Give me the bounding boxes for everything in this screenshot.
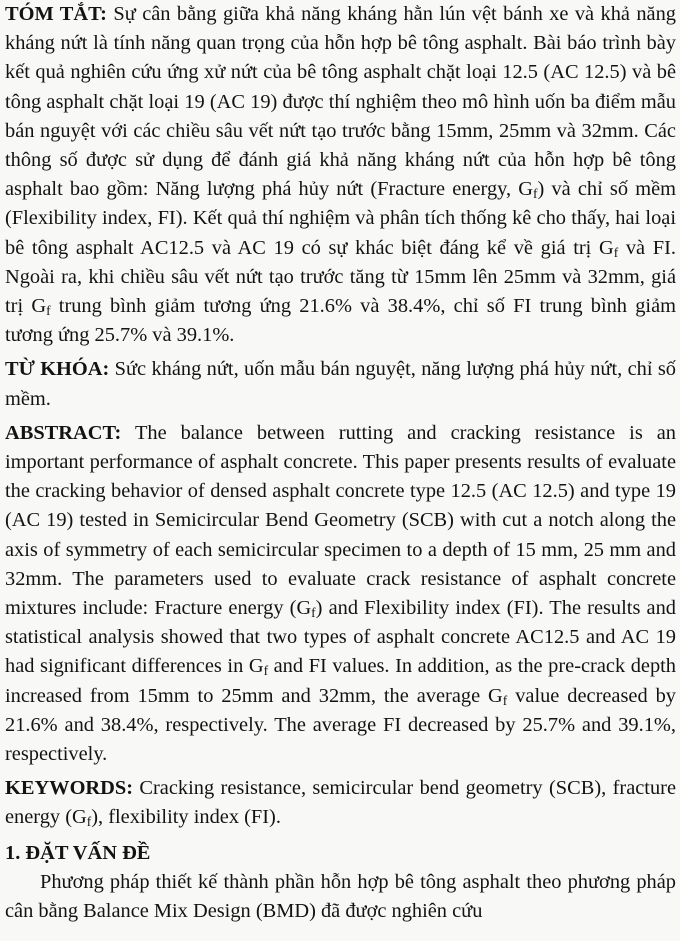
abstract-vietnamese-text-4: trung bình giảm tương ứng 21.6% và 38.4%, chỉ số FI trung bình giảm tương ứng 25.7% và 39.1%. <box>5 295 676 347</box>
keywords-vietnamese <box>5 355 676 413</box>
abstract-english-text-3: and FI values. In addition, as the pre-crack depth increased from 15mm to 25mm and 32mm, the average G <box>5 655 677 707</box>
abstract-english-text-2: ) and Flexibility index (FI). The results and statistical analysis showed that two types of asphalt concrete AC12.5 and AC 19 had significant differences in G <box>5 597 676 678</box>
keywords-english-label: KEYWORDS: <box>5 777 134 800</box>
abstract-vietnamese-label: TÓM TẮT: <box>5 3 107 25</box>
subscript-f-2: f <box>613 244 619 260</box>
section-1-paragraph: Phương pháp thiết kế thành phần hỗn hợp bê tông asphalt theo phương pháp cân bằng Balance Mix Design (BMD) đã được nghiên cứu <box>5 870 676 923</box>
subscript-f-5: f <box>263 663 269 679</box>
keywords-vietnamese-text: Sức kháng nứt, uốn mẫu bán nguyệt, năng lượng phá hủy nứt, chỉ số mềm. <box>5 358 676 410</box>
abstract-english-label: ABSTRACT: <box>5 421 122 444</box>
abstract-vietnamese-text-1: Sự cân bằng giữa khả năng kháng hằn lún vệt bánh xe và khả năng kháng nứt là tính năng quan trọng của hỗn hợp bê tông asphalt. Bài báo trình bày kết quả nghiên cứu ứng xử nứt của bê tông asphalt chặt loại 12.5 (AC 12.5) và bê tông asphalt chặt loại 19 (AC 19) được thí nghiệm theo mô hình uốn ba điểm mẫu bán nguyệt với các chiều sâu vết nứt tạo trước bằng 15mm, 25mm và 32mm. Các thông số được sử dụng để đánh giá khả năng kháng nứt của hỗn hợp bê tông asphalt bao gồm: Năng lượng phá hủy nứt (Fracture energy, G <box>5 3 677 201</box>
subscript-f-3: f <box>46 302 51 318</box>
subscript-f-4: f <box>311 605 316 621</box>
abstract-vietnamese-text-2: ) và chỉ số mềm (Flexibility index, FI). Kết quả thí nghiệm và phân tích thống kê cho thấy, hai loại bê tông asphalt AC12.5 và AC 19 có sự khác biệt đáng kể về giá trị G <box>5 178 676 259</box>
abstract-english-text-4: value decreased by 21.6% and 38.4%, respectively. The average FI decreased by 25.7% and 39.1%, respectively. <box>5 684 676 766</box>
abstract-english-text-1: The balance between rutting and cracking resistance is an important performance of asphalt concrete. This paper presents results of evaluate the cracking behavior of densed asphalt concrete type 12.5 (AC 12.5) and type 19 (AC 19) tested in Semicircular Bend Geometry (SCB) with cut a notch along the axis of symmetry of each semicircular specimen to a depth of 15 mm, 25 mm and 32mm. The parameters used to evaluate crack resistance of asphalt concrete mixtures include: Fracture energy (G <box>5 421 676 620</box>
keywords-vietnamese-label: TỪ KHÓA: <box>5 358 110 381</box>
keywords-english <box>5 774 676 832</box>
section-1-heading: 1. ĐẶT VẤN ĐỀ <box>5 841 151 864</box>
abstract-vietnamese-text-3: và FI. Ngoài ra, khi chiều sâu vết nứt tạo trước tăng từ 15mm lên 25mm và 32mm, giá trị G <box>5 236 676 318</box>
subscript-f-7: f <box>86 814 92 830</box>
keywords-english-text-1: Cracking resistance, semicircular bend geometry (SCB), fracture energy (G <box>5 777 676 829</box>
subscript-f-6: f <box>502 692 508 708</box>
abstract-english <box>5 419 676 769</box>
subscript-f-1: f <box>533 186 538 202</box>
keywords-english-text-2: ), flexibility index (FI). <box>91 806 281 829</box>
abstract-vietnamese <box>5 0 676 350</box>
